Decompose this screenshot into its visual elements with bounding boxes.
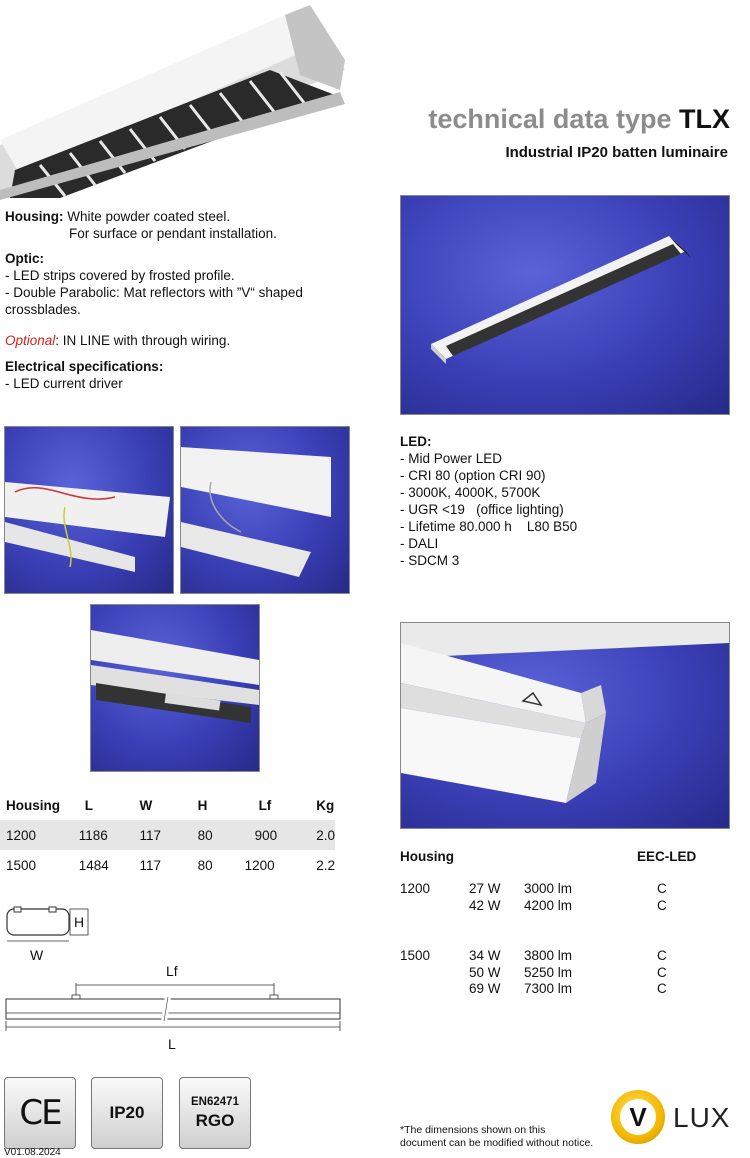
vlux-logo bbox=[611, 1090, 746, 1148]
logo-letter: V bbox=[629, 1101, 647, 1132]
optic-label: Optic: bbox=[5, 251, 44, 266]
cell: C bbox=[657, 897, 667, 913]
en-standard: EN62471 bbox=[191, 1095, 239, 1108]
cell: 1500 bbox=[400, 948, 431, 963]
ce-badge bbox=[4, 1077, 76, 1149]
lumen-group-1200 bbox=[400, 881, 667, 914]
table-row bbox=[400, 948, 667, 965]
en-badge bbox=[179, 1077, 251, 1149]
label-h: H bbox=[74, 914, 85, 930]
cell: 42 W bbox=[469, 897, 501, 913]
electrical-label: Electrical specifications: bbox=[5, 359, 164, 374]
led-item: - DALI bbox=[400, 536, 439, 551]
electrical-line1: - LED current driver bbox=[5, 376, 123, 391]
cell: 4200 lm bbox=[524, 897, 573, 913]
disclaimer-line2: document can be modified without notice. bbox=[400, 1137, 594, 1149]
cell: 1200 bbox=[6, 827, 37, 843]
cell: 1484 bbox=[78, 857, 109, 873]
table-row bbox=[0, 850, 335, 880]
page-subtitle: Industrial IP20 batten luminaire bbox=[505, 144, 728, 161]
cell: 3000 lm bbox=[524, 881, 573, 896]
cell: 50 W bbox=[469, 964, 501, 980]
cell: C bbox=[657, 881, 667, 896]
disclaimer bbox=[400, 1124, 593, 1150]
detail-photo-housing bbox=[180, 426, 350, 594]
table-row bbox=[400, 898, 667, 915]
title-prefix: technical data type bbox=[428, 104, 672, 134]
table-row bbox=[400, 881, 667, 898]
housing-line1: White powder coated steel. bbox=[67, 209, 231, 224]
cell: 7300 lm bbox=[524, 981, 573, 996]
dimensions-table bbox=[0, 790, 335, 880]
title-model: TLX bbox=[679, 104, 730, 134]
label-lf: Lf bbox=[166, 963, 178, 979]
label-l: L bbox=[168, 1036, 176, 1052]
cell: 80 bbox=[197, 827, 213, 843]
led-specs bbox=[400, 433, 720, 569]
detail-photo-wiring bbox=[4, 426, 174, 594]
led-item: - 3000K, 4000K, 5700K bbox=[400, 485, 541, 500]
ce-mark: CE bbox=[19, 1093, 61, 1133]
side-elevation-drawing bbox=[4, 975, 344, 1035]
cell: 69 W bbox=[469, 981, 501, 996]
col-housing: Housing bbox=[6, 797, 60, 813]
cell: 2.0 bbox=[316, 827, 335, 843]
col-w: W bbox=[139, 797, 153, 813]
led-item: - SDCM 3 bbox=[400, 553, 460, 568]
description bbox=[5, 208, 350, 392]
cell: 3800 lm bbox=[524, 948, 573, 963]
housing-line2: For surface or pendant installation. bbox=[69, 226, 277, 241]
cell: C bbox=[657, 964, 667, 980]
housing-label: Housing: bbox=[5, 209, 64, 224]
lumen-header-housing: Housing bbox=[400, 849, 454, 864]
led-item: - CRI 80 (option CRI 90) bbox=[400, 468, 546, 483]
page-title bbox=[428, 104, 730, 135]
logo-circle bbox=[611, 1090, 665, 1144]
cell: 27 W bbox=[469, 881, 501, 896]
disclaimer-line1: *The dimensions shown on this bbox=[400, 1124, 546, 1136]
col-lf: Lf bbox=[258, 797, 272, 813]
led-label: LED: bbox=[400, 434, 432, 449]
cell: 117 bbox=[139, 827, 161, 843]
ip-badge bbox=[91, 1077, 163, 1149]
lumen-header-eec: EEC-LED bbox=[637, 849, 697, 864]
product-photo-end bbox=[400, 622, 730, 829]
col-kg: Kg bbox=[316, 797, 335, 813]
product-photo-blue bbox=[400, 195, 730, 415]
version: V01.08.2024 bbox=[4, 1147, 61, 1158]
cell: 1200 bbox=[244, 857, 275, 873]
led-item: - Lifetime 80.000 h L80 B50 bbox=[400, 519, 578, 534]
logo-text: LUX bbox=[673, 1102, 731, 1133]
led-item: - UGR <19 (office lighting) bbox=[400, 502, 564, 517]
cell: 900 bbox=[254, 827, 278, 843]
label-w: W bbox=[30, 947, 44, 963]
table-row bbox=[0, 820, 335, 850]
optional-text: : IN LINE with through wiring. bbox=[55, 333, 231, 348]
cell: 5250 lm bbox=[524, 964, 573, 980]
optic-line1: - LED strips covered by frosted profile. bbox=[5, 268, 235, 283]
cell: C bbox=[657, 948, 667, 963]
ip-rating: IP20 bbox=[109, 1103, 145, 1122]
col-h: H bbox=[197, 797, 208, 813]
table-row bbox=[400, 965, 667, 982]
cell: 117 bbox=[139, 857, 161, 873]
product-photo-main bbox=[0, 0, 355, 200]
risk-group: RGO bbox=[195, 1110, 235, 1130]
detail-photo-driver bbox=[90, 604, 260, 772]
led-item: - Mid Power LED bbox=[400, 451, 503, 466]
optional-label: Optional bbox=[5, 333, 56, 348]
cell: 1186 bbox=[78, 827, 108, 843]
cell: 2.2 bbox=[316, 857, 335, 873]
cell: 80 bbox=[197, 857, 213, 873]
optic-line2: - Double Parabolic: Mat reflectors with ”V“ shaped crossblades. bbox=[5, 285, 303, 317]
table-row bbox=[400, 981, 667, 998]
col-l: L bbox=[84, 797, 93, 813]
cell: 1200 bbox=[400, 881, 431, 896]
lumen-group-1500 bbox=[400, 948, 667, 998]
cell: 34 W bbox=[469, 948, 501, 963]
cell: 1500 bbox=[6, 857, 37, 873]
table-header-row bbox=[0, 790, 335, 820]
cell: C bbox=[657, 981, 667, 996]
